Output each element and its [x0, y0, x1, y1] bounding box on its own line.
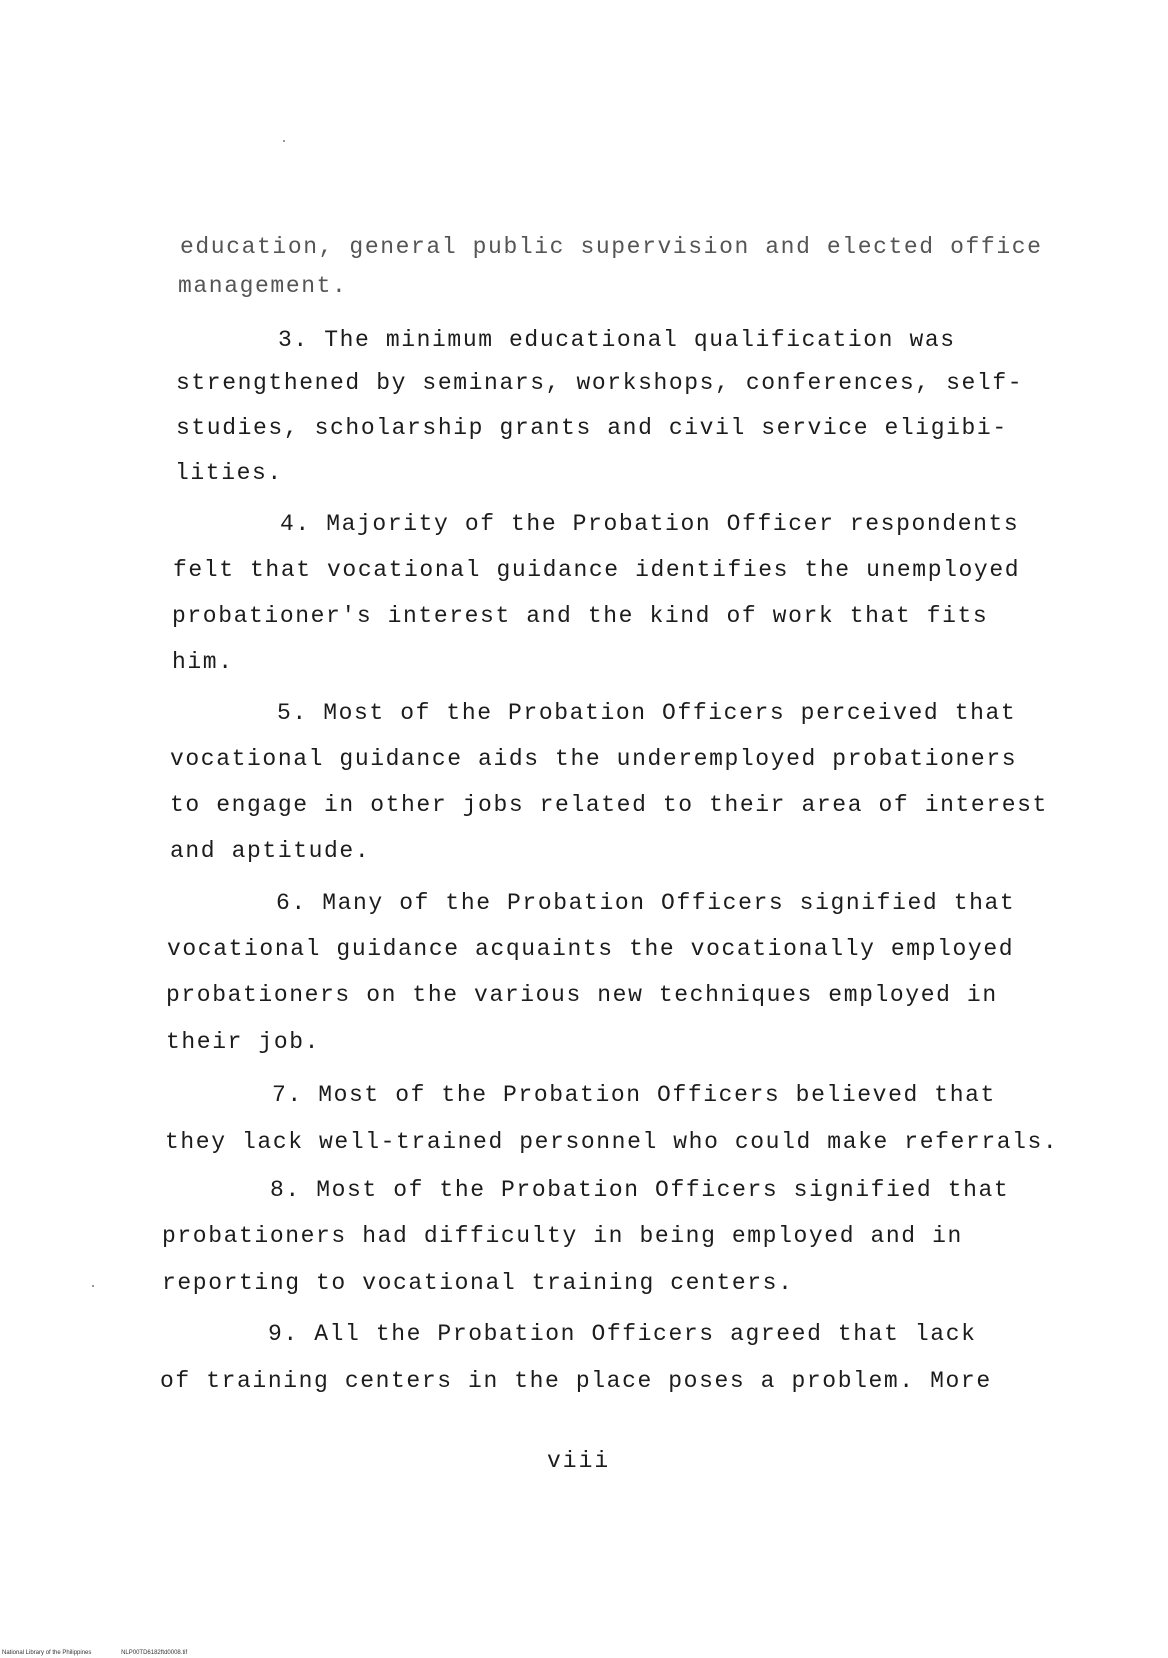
- text-line: reporting to vocational training centers.: [162, 1270, 794, 1296]
- text-line: 8. Most of the Probation Officers signified that: [270, 1177, 1010, 1203]
- text-line: of training centers in the place poses a problem. More: [160, 1368, 992, 1394]
- scan-speck: [283, 140, 285, 142]
- text-line: management.: [178, 273, 348, 299]
- text-line: and aptitude.: [170, 838, 371, 864]
- text-line: lities.: [175, 460, 283, 486]
- scan-footer: [2, 1650, 187, 1656]
- footer-file: NLP00TD6182ftd0008.tif: [121, 1650, 188, 1656]
- text-line: 4. Majority of the Probation Officer respondents: [280, 511, 1020, 537]
- text-line: to engage in other jobs related to their area of interest: [170, 792, 1048, 818]
- text-line: 5. Most of the Probation Officers perceived that: [277, 700, 1017, 726]
- page-number: viii: [547, 1448, 611, 1474]
- text-line: probationers had difficulty in being employed and in: [162, 1223, 963, 1249]
- text-line: their job.: [166, 1029, 321, 1055]
- text-line: 9. All the Probation Officers agreed that lack: [268, 1321, 977, 1347]
- text-line: studies, scholarship grants and civil service eligibi-: [176, 415, 1008, 441]
- scan-speck: [92, 1285, 94, 1287]
- text-line: they lack well-trained personnel who could make referrals.: [165, 1129, 1059, 1155]
- text-line: vocational guidance aids the underemployed probationers: [170, 746, 1018, 772]
- text-line: 3. The minimum educational qualification was: [278, 327, 956, 353]
- text-line: probationer's interest and the kind of work that fits: [172, 603, 989, 629]
- text-line: education, general public supervision and elected office: [180, 234, 1043, 260]
- text-line: probationers on the various new techniques employed in: [166, 982, 998, 1008]
- text-line: felt that vocational guidance identifies the unemployed: [173, 557, 1021, 583]
- text-line: 6. Many of the Probation Officers signified that: [276, 890, 1016, 916]
- footer-library: National Library of the Philippines: [2, 1650, 92, 1656]
- text-line: strengthened by seminars, workshops, conferences, self-: [176, 370, 1024, 396]
- text-line: him.: [172, 649, 234, 675]
- text-line: 7. Most of the Probation Officers believed that: [272, 1082, 996, 1108]
- text-line: vocational guidance acquaints the vocationally employed: [167, 936, 1015, 962]
